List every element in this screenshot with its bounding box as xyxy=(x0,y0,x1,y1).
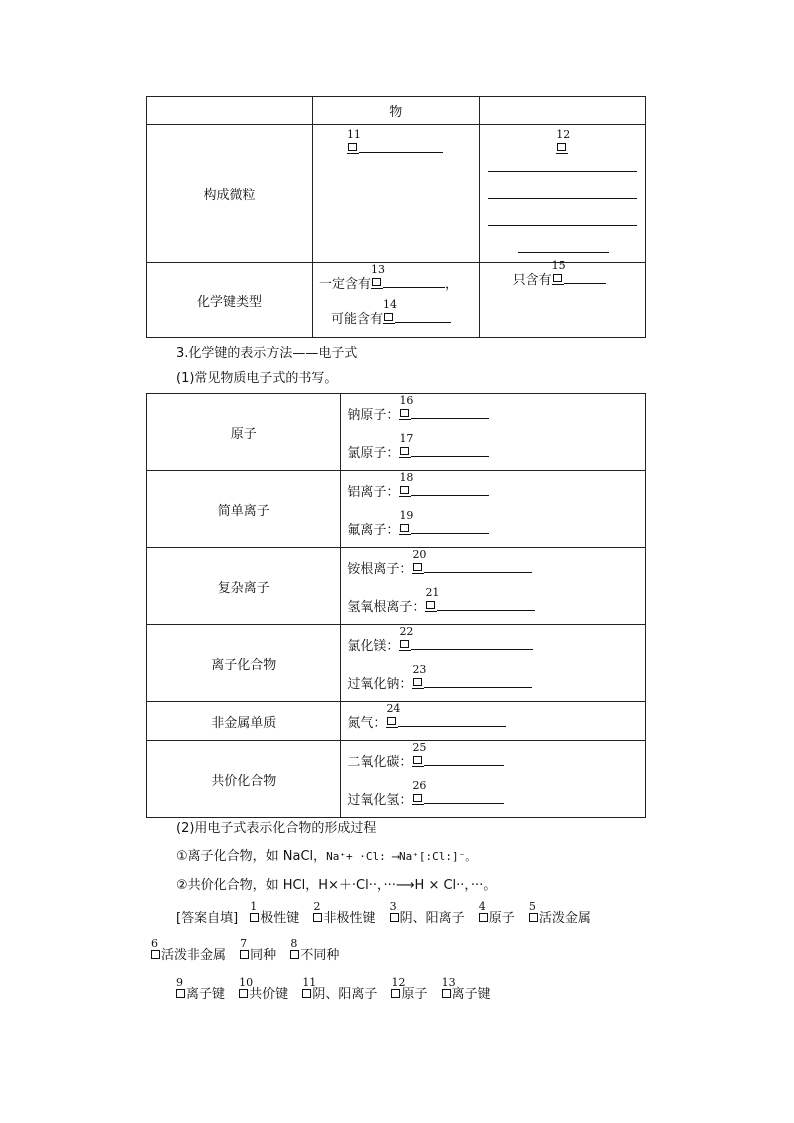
answer-blank[interactable] xyxy=(488,198,637,199)
answer-marker: 12 xyxy=(556,139,568,155)
comma: ， xyxy=(444,277,458,292)
answer-blank[interactable] xyxy=(411,638,533,650)
ionic-example xyxy=(176,845,476,864)
ionic-text: ①离子化合物，如 NaCl， xyxy=(176,849,327,864)
answer-marker: 11 xyxy=(302,986,312,1000)
row-label: 构成微粒 xyxy=(147,125,313,263)
answer-blank[interactable] xyxy=(411,522,489,534)
answer-text: 离子键 xyxy=(186,987,226,1002)
answer-marker: 8 xyxy=(290,947,300,961)
item-label: 氮气： xyxy=(347,715,387,731)
answer-text: 阴、阳离子 xyxy=(399,911,465,926)
answer-blank[interactable] xyxy=(395,311,451,323)
subsection-title: (2)用电子式表示化合物的形成过程 xyxy=(176,821,377,836)
answer-blank[interactable] xyxy=(411,407,489,419)
answer-marker: 22 xyxy=(399,636,411,652)
answer-text: 同种 xyxy=(250,948,277,963)
answer-blank[interactable] xyxy=(383,276,445,288)
answer-marker: 14 xyxy=(383,309,395,325)
answer-cell xyxy=(479,125,645,263)
answer-blank[interactable] xyxy=(488,225,637,226)
answer-marker: 3 xyxy=(390,910,400,924)
answer-text: 阴、阳离子 xyxy=(312,987,378,1002)
category-cell: 共价化合物 xyxy=(147,741,341,818)
category-cell: 简单离子 xyxy=(147,471,341,548)
category-cell: 复杂离子 xyxy=(147,548,341,625)
item-label: 二氧化碳： xyxy=(347,754,413,770)
answer-marker: 9 xyxy=(176,986,186,1000)
answer-marker: 24 xyxy=(386,713,398,729)
answer-blank[interactable] xyxy=(411,445,489,457)
item-label: 铵根离子： xyxy=(347,561,413,577)
answer-blank[interactable] xyxy=(424,676,532,688)
answers-row-1 xyxy=(176,900,601,926)
answer-marker: 19 xyxy=(399,520,411,536)
item-label: 氟离子： xyxy=(347,522,400,538)
answer-text: 活泼非金属 xyxy=(161,948,227,963)
answer-blank[interactable] xyxy=(411,484,489,496)
answer-marker: 17 xyxy=(399,443,411,459)
answer-marker: 13 xyxy=(371,274,383,290)
category-cell: 非金属单质 xyxy=(147,702,341,741)
answer-blank[interactable] xyxy=(398,715,506,727)
answers-label: [答案自填] xyxy=(176,911,239,926)
covalent-example: ②共价化合物，如 HCl，H×＋·Cl··，···⟶H × Cl··，···。 xyxy=(176,878,497,893)
item-label: 过氧化氢： xyxy=(347,792,413,808)
answer-blank[interactable] xyxy=(424,792,504,804)
text-label: 可能含有 xyxy=(330,312,383,327)
items-cell xyxy=(341,625,646,702)
answer-blank[interactable] xyxy=(424,561,532,573)
text-label: 只含有 xyxy=(512,273,552,288)
answer-marker: 5 xyxy=(529,910,539,924)
answer-text: 非极性键 xyxy=(323,911,376,926)
answers-row-2 xyxy=(151,937,349,963)
answer-marker: 13 xyxy=(442,986,452,1000)
answer-cell xyxy=(312,125,479,263)
answer-text: 不同种 xyxy=(300,948,340,963)
answer-marker: 7 xyxy=(240,947,250,961)
answer-marker: 1 xyxy=(250,910,260,924)
answer-marker: 6 xyxy=(151,947,161,961)
answer-marker: 10 xyxy=(239,986,249,1000)
item-label: 氢氧根离子： xyxy=(347,599,426,615)
answers-row-3 xyxy=(176,976,501,1002)
header-cell xyxy=(147,97,313,125)
text-label: 一定含有 xyxy=(318,277,371,292)
answer-marker: 20 xyxy=(412,559,424,575)
answer-blank[interactable] xyxy=(437,599,535,611)
item-label: 氯化镁： xyxy=(347,638,400,654)
header-cell: 物 xyxy=(312,97,479,125)
header-cell xyxy=(479,97,645,125)
answer-text: 原子 xyxy=(488,911,515,926)
answer-marker: 18 xyxy=(399,482,411,498)
answer-cell xyxy=(479,259,645,338)
answer-marker: 26 xyxy=(412,790,424,806)
section-title: 3.化学键的表示方法——电子式 xyxy=(176,346,358,361)
answer-blank[interactable] xyxy=(518,252,609,253)
item-label: 过氧化钠： xyxy=(347,676,413,692)
answer-marker: 25 xyxy=(412,752,424,768)
answer-marker: 11 xyxy=(347,139,359,155)
answer-blank[interactable] xyxy=(424,754,504,766)
answer-blank[interactable] xyxy=(564,272,606,284)
answer-marker: 12 xyxy=(391,986,401,1000)
answer-marker: 16 xyxy=(399,405,411,421)
subsection-title: (1)常见物质电子式的书写。 xyxy=(176,371,338,386)
answer-text: 极性键 xyxy=(260,911,300,926)
answer-blank[interactable] xyxy=(359,141,443,153)
ionic-formula: Na⁺+ ·Cl: ⟶Na⁺[:Cl:]⁻。 xyxy=(326,850,477,863)
table-bond-types xyxy=(146,96,646,338)
answer-text: 共价键 xyxy=(249,987,289,1002)
answer-cell xyxy=(312,263,479,338)
items-cell xyxy=(341,394,646,471)
item-label: 氯原子： xyxy=(347,445,400,461)
item-label: 铝离子： xyxy=(347,484,400,500)
answer-text: 活泼金属 xyxy=(538,911,591,926)
category-cell: 离子化合物 xyxy=(147,625,341,702)
items-cell xyxy=(341,471,646,548)
item-label: 钠原子： xyxy=(347,407,400,423)
row-label: 化学键类型 xyxy=(147,263,313,338)
category-cell: 原子 xyxy=(147,394,341,471)
answer-marker: 21 xyxy=(425,597,437,613)
answer-marker: 15 xyxy=(552,270,564,286)
answer-text: 原子 xyxy=(401,987,428,1002)
answer-blank[interactable] xyxy=(488,171,637,172)
items-cell xyxy=(341,741,646,818)
table-electron-formulas xyxy=(146,393,646,818)
items-cell xyxy=(341,548,646,625)
answer-marker: 23 xyxy=(412,674,424,690)
answer-marker: 4 xyxy=(479,910,489,924)
answer-text: 离子键 xyxy=(451,987,491,1002)
answer-marker: 2 xyxy=(313,910,323,924)
items-cell xyxy=(341,702,646,741)
